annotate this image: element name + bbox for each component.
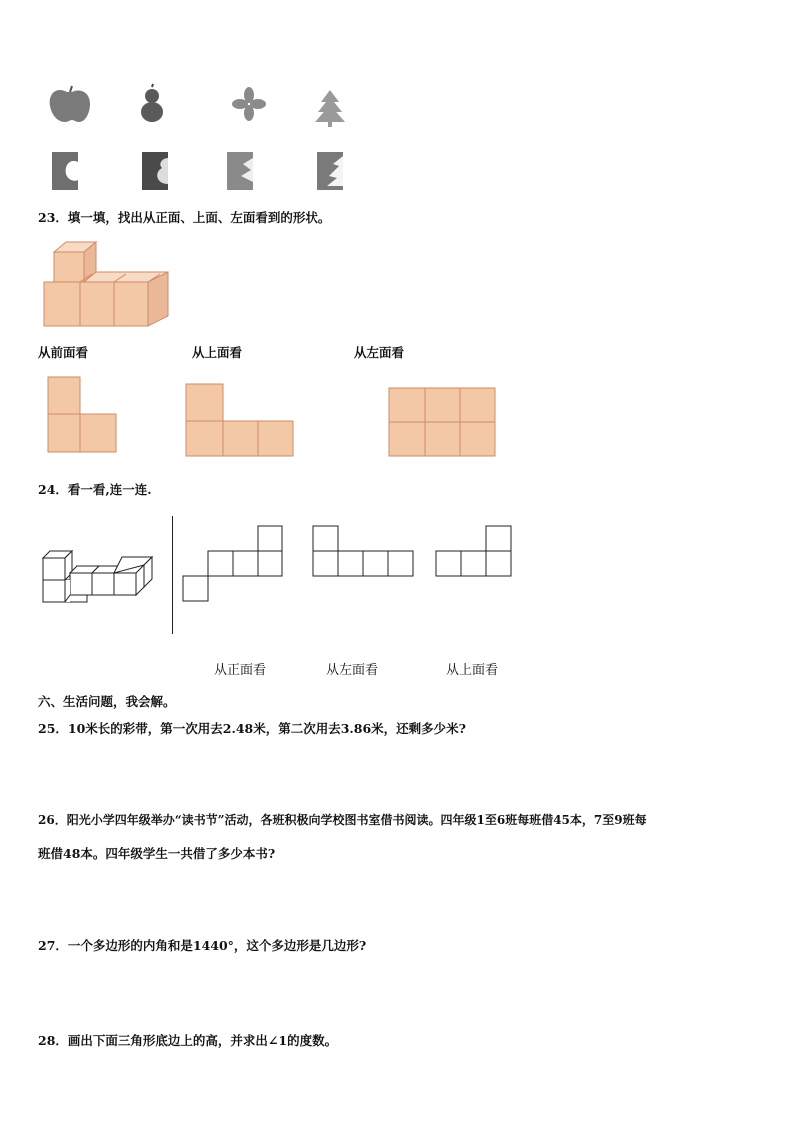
q23-left-view-label: 从左面看	[354, 345, 405, 360]
q24-option-shape-1	[183, 526, 285, 604]
q24-cube-stack	[40, 548, 156, 604]
gourd-shape-icon	[141, 84, 163, 122]
q27-text: 27．一个多边形的内角和是1440°，这个多边形是几边形?	[38, 938, 367, 953]
apple-shape-icon	[50, 86, 90, 122]
q23-top-view-label: 从上面看	[192, 345, 243, 360]
cutout-card-tree-icon	[317, 152, 343, 190]
q23-text: 23．填一填，找出从正面、上面、左面看到的形状。	[38, 210, 331, 225]
q23-cube-stack	[40, 236, 180, 331]
q26-line-1: 26．阳光小学四年级举办“读书节”活动，各班积极向学校图书室借书阅读。四年级1至6班每班借45本，7至9班每	[38, 813, 647, 827]
q24-text: 24．看一看,连一连.	[38, 482, 152, 497]
q23-front-view-label: 从前面看	[38, 345, 89, 360]
q24-option-shape-2	[311, 526, 415, 580]
cutout-card-flower-icon	[227, 152, 253, 190]
section-6-title: 六、生活问题，我会解。	[38, 694, 176, 709]
q24-front-view-label: 从正面看	[214, 663, 267, 678]
q25-text: 25．10米长的彩带，第一次用去2.48米，第二次用去3.86米，还剩多少米?	[38, 721, 467, 736]
q23-left-view-shape	[389, 388, 497, 458]
q23-front-view-shape	[48, 377, 118, 457]
cutout-card-apple-icon	[52, 152, 78, 190]
q26-line-2: 班借48本。四年级学生一共借了多少本书?	[38, 846, 276, 861]
shapes-row-top	[40, 84, 360, 128]
tree-shape-icon	[315, 90, 345, 127]
q23-top-view-shape	[186, 384, 296, 458]
q24-top-view-label: 从上面看	[446, 663, 499, 678]
shapes-row-bottom	[50, 150, 350, 194]
flower-shape-icon	[232, 87, 266, 121]
q24-option-shape-3	[435, 526, 515, 580]
cutout-card-gourd-icon	[142, 152, 168, 190]
q28-text: 28．画出下面三角形底边上的高，并求出∠1的度数。	[38, 1033, 338, 1048]
q24-left-view-label: 从左面看	[326, 663, 379, 678]
q24-divider	[172, 516, 173, 634]
